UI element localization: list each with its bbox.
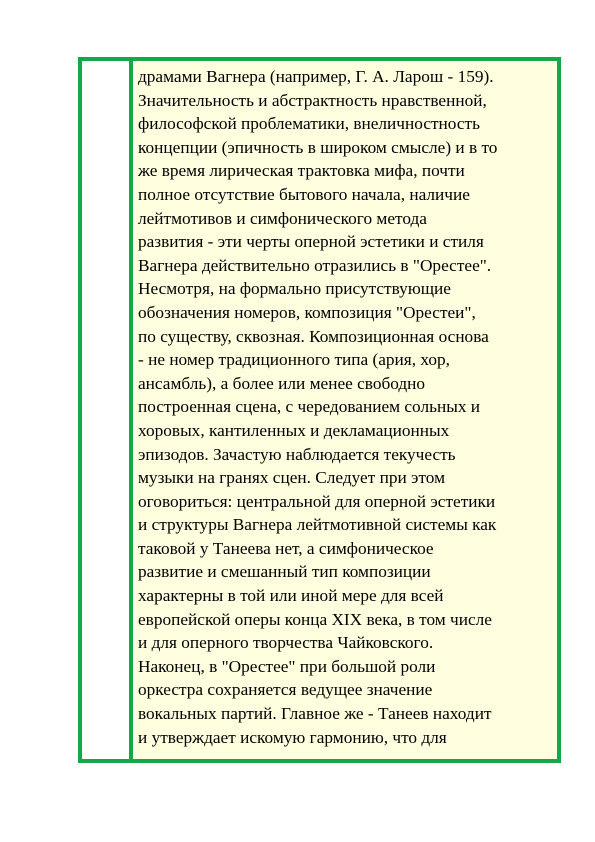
body-paragraph: драмами Вагнера (например, Г. А. Ларош - 159). Значительность и абстрактность нравственной, философской проблематики, внеличностность концепции (эпичность в широком смысле) и в то же время лирическая трактовка мифа, почти полное отсутствие бытового начала, наличие лейтмотивов и симфонического метода развития - эти черты оперной эстетики и стиля Вагнера действительно отразились в "Орестее". Несмотря, на формально присутствующие обозначения номеров, композиция "Орестеи", по существу, сквозная. Композиционная основа - не номер традиционного типа (ария, хор, ансамбль), а более или менее свободно построенная сцена, с чередованием сольных и хоровых, кантиленных и декламационных эпизодов. Зачастую наблюдается текучесть музыки на гранях сцен. Следует при этом оговориться: центральной для оперной эстетики и структуры Вагнера лейтмотивной системы как таковой у Танеева нет, а симфоническое развитие и смешанный тип композиции характерны в той или иной мере для всей европейской оперы конца XIX века, в том числе и для оперного творчества Чайковского. Наконец, в "Орестее" при большой роли оркестра сохраняется ведущее значение вокальных партий. Главное же - Танеев находит и утверждает искомую гармонию, что для [138,67,498,747]
text-panel [133,61,557,759]
